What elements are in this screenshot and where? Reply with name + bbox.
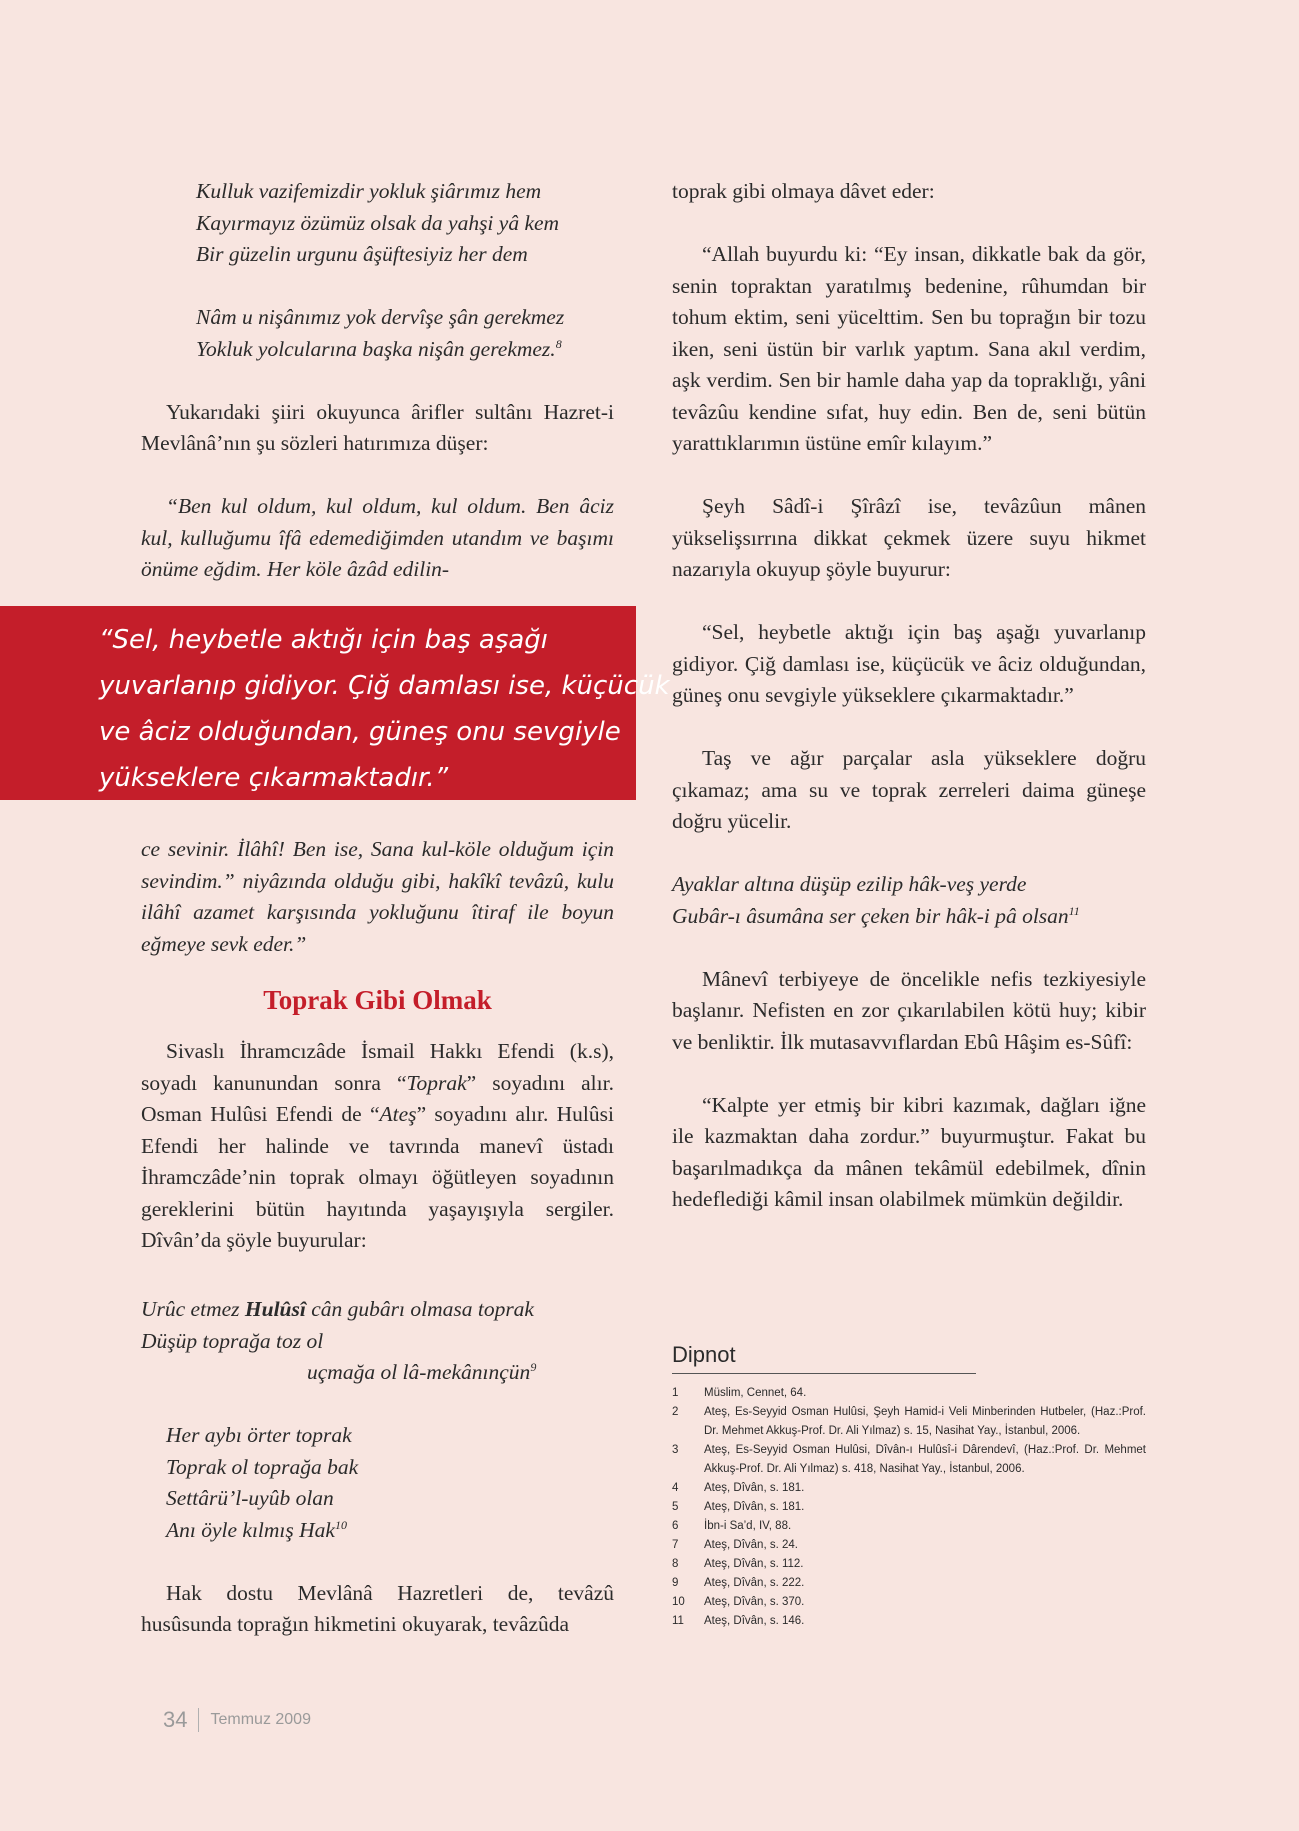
footnote-ref: 9 [530,1359,537,1374]
footnote-item [672,1498,1146,1517]
footnote-text: Ateş, Es-Seyyid Osman Hulûsi, Şeyh Hamid-i Veli Minberinden Hutbeler, (Haz.:Prof. Dr. Mehmet Akkuş-Prof. Dr. Ali Yılmaz) s. 15, Nasihat Yay., İstanbul, 2006. [704,1406,1146,1437]
quote-paragraph: “Kalpte yer etmiş bir kibri kazımak, dağları iğne ile kazmaktan daha zordur.” buyurmuştur. Fakat bu başarılmadıkça da mânen tekâmül edebilmek, dînin hedeflediği kâmil insan olabilmek mümkün değildir. [672,1092,1146,1211]
poem-line: Kayırmayız özümüz olsak da yahşi yâ kem [196,210,560,235]
footnote-item [672,1403,1146,1441]
footnote-text: Ateş, Es-Seyyid Osman Hulûsi, Dîvân-ı Hulûsî-i Dârendevî, (Haz.:Prof. Dr. Mehmet Akkuş-Prof. Dr. Ali Yılmaz) s. 418, Nasihat Yay., İstanbul, 2006. [704,1444,1146,1475]
footnote-number: 5 [672,1501,679,1513]
footnote-item [672,1517,1146,1536]
poem-line [196,334,639,366]
footnote-number: 6 [672,1520,679,1532]
paragraph: Mânevî terbiyeye de öncelikle nefis tezkiyesiyle başlanır. Nefisten en zor çıkarılabilen kötü huy; kibir ve benliktir. İlk mutasavvıflardan Ebû Hâşim es-Sûfî: [672,966,1146,1054]
footer-divider [198,1708,199,1732]
footnote-ref: 8 [555,336,562,351]
paragraph: Şeyh Sâdî-i Şîrâzî ise, tevâzûun mânen yükselişsırrına dikkat çekmek üzere suyu hikmet nazarıyla okuyup şöyle buyurur: [672,494,1146,581]
footnote-text: Müslim, Cennet, 64. [704,1387,807,1399]
poem-line: Ayaklar altına düşüp ezilip hâk-veş yerde [672,872,1027,896]
footnote-number: 4 [672,1482,679,1494]
poem-1 [166,176,639,271]
footnotes-list [672,1384,1146,1631]
quote-paragraph: “Sel, heybetle aktığı için baş aşağı yuvarlanıp gidiyor. Çiğ damlası ise, küçücük ve âciz olduğundan, güneş onu sevgiyle yükseklere çıkarmaktadır.” [672,620,1146,707]
pull-quote-line: yükseklere çıkarmaktadır.” [99,763,449,793]
right-column [672,176,1146,1216]
poem-5 [672,869,1146,932]
footnote-text: Ateş, Dîvân, s. 112. [704,1558,804,1570]
paragraph: toprak gibi olmaya dâvet eder: [672,179,935,203]
poem-line: Düşüp toprağa toz ol [141,1328,324,1353]
poem-4 [141,1420,614,1546]
footnote-number: 8 [672,1558,679,1570]
poem-line-text: Yokluk yolcularına başka nişân gerekmez. [196,336,556,361]
issue-date: Temmuz 2009 [210,1711,311,1728]
poem-line: Settârü’l-uyûb olan [166,1486,334,1510]
page-footer [163,1707,311,1733]
footnote-text: Ateş, Dîvân, s. 181. [704,1501,805,1513]
footnote-number: 10 [672,1596,685,1608]
pull-quote [0,606,670,800]
footnote-number: 3 [672,1444,679,1456]
footnote-ref: 11 [1068,903,1080,918]
poem-text: uçmağa ol lâ-mekânınçün [307,1360,531,1384]
paragraph-text: Sivaslı İhramcızâde İsmail Hakkı Efendi (k.s), soyadı kanunundan sonra “ [141,1039,614,1095]
footnote-item [672,1593,1146,1612]
footnote-item [672,1384,1146,1403]
poem-author-name: Hulûsî [244,1297,306,1321]
footnote-text: Ateş, Dîvân, s. 181. [704,1482,805,1494]
paragraph: Yukarıdaki şiiri okuyunca ârifler sultânı Hazret-i Mevlânâ’nın şu sözleri hatırımıza düşer: [141,399,614,455]
footnote-text: Ateş, Dîvân, s. 24. [704,1539,798,1551]
paragraph-text: ” soyadını alır. Osman Hulûsi Efendi de “ [141,1070,614,1126]
footnote-item [672,1574,1146,1593]
footnote-text: Ateş, Dîvân, s. 370. [704,1596,805,1608]
footnote-item [672,1479,1146,1498]
footnote-number: 7 [672,1539,679,1551]
poem-line [166,1515,614,1547]
poem-line: Nâm u nişânımız yok dervîşe şân gerekmez [196,305,565,329]
pull-quote-line: ve âciz olduğundan, güneş onu sevgiyle [99,717,621,747]
section-heading: Toprak Gibi Olmak [263,985,492,1015]
footnote-item [672,1555,1146,1574]
footnote-ref: 10 [334,1517,347,1532]
paragraph-text: ” soyadını alır. Hulûsi Efendi her halinde ve tavrında manevî üstadı İhramczâde’nin toprak olmayı öğütleyen soyadının gereklerini bütün hayıtında yaşayışıyla sergiler. Dîvân’da şöyle buyurular: [141,1102,614,1252]
paragraph: Hak dostu Mevlânâ Hazretleri de, tevâzû husûsunda toprağın hikmetini okuyarak, tevâzûda [141,1580,614,1636]
paragraph: Taş ve ağır parçalar asla yükseklere doğru çıkamaz; ama su ve toprak zerreleri daima güneşe doğru yücelir. [672,746,1146,833]
poem-text: Anı öyle kılmış Hak [166,1517,335,1542]
poem-3 [141,1294,614,1389]
poem-text: Urûc etmez [141,1297,245,1321]
left-column-bottom [141,1036,614,1641]
footnotes-divider [672,1373,976,1374]
quote-paragraph: ce sevinir. İlâhî! Ben ise, Sana kul-köle olduğum için sevindim.” niyâzında olduğu gibi, hakîkî tevâzû, kulu ilâhî azamet karşısında yokluğunu îtiraf ile boyun eğmeye sevk eder.” [141,837,614,956]
poem-2 [166,302,639,365]
poem-line: Her aybı örter toprak [166,1423,352,1447]
footnote-item [672,1441,1146,1479]
footnote-text: Ateş, Dîvân, s. 222. [704,1577,805,1589]
footnote-number: 9 [672,1577,679,1589]
surname-toprak: Toprak [406,1070,467,1095]
poem-line: Toprak ol toprağa bak [166,1454,359,1479]
footnote-number: 11 [672,1615,684,1627]
poem-line [141,1357,614,1389]
poem-line [141,1294,614,1326]
page-number: 34 [163,1707,188,1732]
footnote-number: 1 [672,1387,679,1399]
footnote-item [672,1612,1146,1631]
poem-line [672,901,1146,933]
poem-line: Kulluk vazifemizdir yokluk şiârımız hem [196,179,542,203]
left-column-top [141,176,639,586]
poem-text: cân gubârı olmasa toprak [305,1297,534,1321]
footnote-item [672,1536,1146,1555]
pull-quote-line: “Sel, heybetle aktığı için baş aşağı [99,625,549,655]
footnote-number: 2 [672,1406,679,1418]
quote-paragraph: “Allah buyurdu ki: “Ey insan, dikkatle bak da gör, senin topraktan yaratılmış bedenine, rûhumdan bir tohum ektim, seni yücelttim. Sen bu toprağın bir tozu iken, seni üstün bir varlık yaptım. Sana akıl verdim, aşk verdim. Sen bir hamle daha yap da topraklığı, yâni tevâzûu kendine sıfat, huy edin. Ben de, seni bütün yarattıklarımın üstüne emîr kılayım.” [672,242,1146,455]
paragraph [141,1036,614,1257]
surname-ates: Ateş [379,1102,417,1126]
poem-text: Gubâr-ı âsumâna ser çeken bir hâk-i pâ olsan [672,903,1069,928]
footnote-text: Ateş, Dîvân, s. 146. [704,1615,805,1627]
footnotes-title: Dipnot [672,1342,736,1367]
poem-line: Bir güzelin urgunu âşüftesiyiz her dem [196,242,528,266]
footnote-text: İbn-i Sa’d, IV, 88. [704,1520,792,1532]
quote-paragraph: “Ben kul oldum, kul oldum, kul oldum. Ben âciz kul, kulluğumu îfâ edemediğimden utandım ve başımı önüme eğdim. Her köle âzâd edilin- [141,494,614,581]
pull-quote-line: yuvarlanıp gidiyor. Çiğ damlası ise, küçücük [99,671,670,701]
left-column-middle [141,834,639,960]
